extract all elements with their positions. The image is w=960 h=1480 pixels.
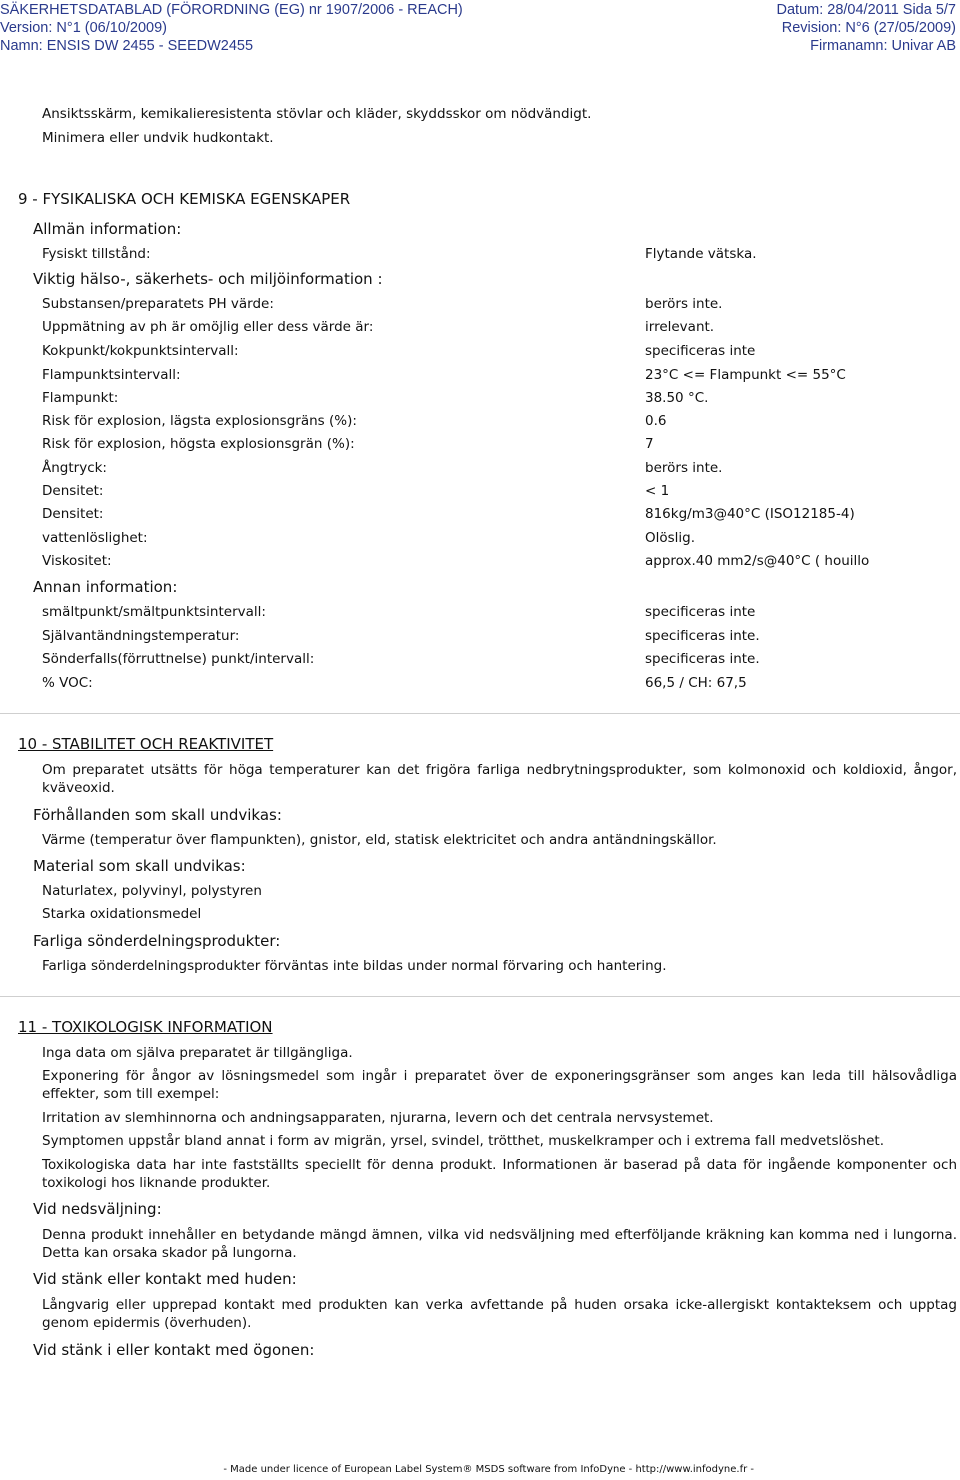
tox-paragraph-3: Irritation av slemhinnorna och andningsapparaten, njurarna, levern och det centrala nervsystemet. bbox=[42, 1110, 714, 1126]
property-value: 7 bbox=[645, 436, 654, 452]
property-value: 66,5 / CH: 67,5 bbox=[645, 675, 747, 691]
tox-paragraph-5: Toxikologiska data har inte fastställts speciellt för denna produkt. Informationen är baserad på data för ingående komponenter och toxikologi hos liknande produkter. bbox=[42, 1157, 957, 1191]
avoid-materials-title: Material som skall undvikas: bbox=[33, 857, 246, 875]
decomposition-text: Farliga sönderdelningsprodukter förväntas inte bildas under normal förvaring och hantering. bbox=[42, 958, 667, 974]
property-label: Kokpunkt/kokpunktsintervall: bbox=[42, 343, 239, 359]
property-value: approx.40 mm2/s@40°C ( houillo bbox=[645, 553, 870, 569]
decomposition-title: Farliga sönderdelningsprodukter: bbox=[33, 932, 281, 950]
physical-state-value: Flytande vätska. bbox=[645, 246, 757, 262]
property-value: 38.50 °C. bbox=[645, 390, 709, 406]
eye-contact-title: Vid stänk i eller kontakt med ögonen: bbox=[33, 1341, 315, 1359]
intro-line-1: Ansiktsskärm, kemikalieresistenta stövlar och kläder, skyddsskor om nödvändigt. bbox=[42, 106, 592, 122]
property-value: specificeras inte. bbox=[645, 628, 760, 644]
property-value: 0.6 bbox=[645, 413, 667, 429]
property-label: Risk för explosion, högsta explosionsgrän (%): bbox=[42, 436, 355, 452]
property-value: < 1 bbox=[645, 483, 670, 499]
ingestion-title: Vid nedsväljning: bbox=[33, 1200, 162, 1218]
property-value: specificeras inte. bbox=[645, 651, 760, 667]
property-label: Densitet: bbox=[42, 506, 104, 522]
property-label: Ångtryck: bbox=[42, 460, 107, 476]
section-divider bbox=[0, 713, 960, 714]
avoid-conditions-title: Förhållanden som skall undvikas: bbox=[33, 806, 282, 824]
document-title: SÄKERHETSDATABLAD (FÖRORDNING (EG) nr 1907/2006 - REACH) bbox=[0, 2, 463, 18]
intro-line-2: Minimera eller undvik hudkontakt. bbox=[42, 130, 274, 146]
property-value: irrelevant. bbox=[645, 319, 715, 335]
important-info-title: Viktig hälso-, säkerhets- och miljöinformation : bbox=[33, 270, 383, 288]
tox-paragraph-4: Symptomen uppstår bland annat i form av migrän, yrsel, svindel, trötthet, muskelkramper och i extrema fall medvetslöshet. bbox=[42, 1133, 884, 1149]
property-label: Flampunkt: bbox=[42, 390, 119, 406]
property-value: berörs inte. bbox=[645, 296, 723, 312]
general-info-title: Allmän information: bbox=[33, 220, 182, 238]
property-label: Uppmätning av ph är omöjlig eller dess värde är: bbox=[42, 319, 374, 335]
tox-paragraph-2: Exponering för ångor av lösningsmedel som ingår i preparatet över de exponeringsgränser som anges kan leda till hälsovådliga effekter, som till exempel: bbox=[42, 1068, 957, 1102]
property-label: Viskositet: bbox=[42, 553, 112, 569]
property-value: specificeras inte bbox=[645, 343, 756, 359]
revision: Revision: N°6 (27/05/2009) bbox=[781, 20, 956, 36]
tox-paragraph-1: Inga data om själva preparatet är tillgängliga. bbox=[42, 1045, 353, 1061]
physical-state-label: Fysiskt tillstånd: bbox=[42, 246, 151, 262]
property-label: Självantändningstemperatur: bbox=[42, 628, 240, 644]
section-10-title: 10 - STABILITET OCH REAKTIVITET bbox=[18, 735, 274, 753]
version: Version: N°1 (06/10/2009) bbox=[0, 20, 168, 36]
property-label: % VOC: bbox=[42, 675, 93, 691]
property-value: Olöslig. bbox=[645, 530, 696, 546]
avoid-conditions-text: Värme (temperatur över flampunkten), gnistor, eld, statisk elektricitet och andra antändningskällor. bbox=[42, 832, 717, 848]
other-info-title: Annan information: bbox=[33, 578, 178, 596]
section-divider bbox=[0, 996, 960, 997]
property-value: specificeras inte bbox=[645, 604, 756, 620]
ingestion-text: Denna produkt innehåller en betydande mängd ämnen, vilka vid nedsväljning med efterföljande kräkning kan komma ned i lungorna. Detta kan orsaka skador på lungorna. bbox=[42, 1227, 957, 1261]
property-label: smältpunkt/smältpunktsintervall: bbox=[42, 604, 266, 620]
section-9-title: 9 - FYSIKALISKA OCH KEMISKA EGENSKAPER bbox=[18, 190, 351, 208]
company-name: Firmanamn: Univar AB bbox=[810, 38, 956, 54]
property-value: 816kg/m3@40°C (ISO12185-4) bbox=[645, 506, 855, 522]
skin-contact-text: Långvarig eller upprepad kontakt med produkten kan verka avfettande på huden orsaka icke-allergiskt kontakteksem och upptag genom epidermis (överhuden). bbox=[42, 1297, 957, 1331]
section-10-paragraph: Om preparatet utsätts för höga temperaturer kan det frigöra farliga nedbrytningsprodukter, som kolmonoxid och koldioxid, ångor, kväveoxid. bbox=[42, 762, 957, 796]
avoid-materials-line-1: Naturlatex, polyvinyl, polystyren bbox=[42, 883, 262, 899]
property-label: Densitet: bbox=[42, 483, 104, 499]
property-label: Sönderfalls(förruttnelse) punkt/intervall: bbox=[42, 651, 315, 667]
skin-contact-title: Vid stänk eller kontakt med huden: bbox=[33, 1270, 297, 1288]
property-label: Substansen/preparatets PH värde: bbox=[42, 296, 274, 312]
property-value: berörs inte. bbox=[645, 460, 723, 476]
property-label: Flampunktsintervall: bbox=[42, 367, 181, 383]
property-label: Risk för explosion, lägsta explosionsgräns (%): bbox=[42, 413, 357, 429]
product-name: Namn: ENSIS DW 2455 - SEEDW2455 bbox=[0, 38, 254, 54]
avoid-materials-line-2: Starka oxidationsmedel bbox=[42, 906, 202, 922]
property-value: 23°C <= Flampunkt <= 55°C bbox=[645, 367, 846, 383]
date-page: Datum: 28/04/2011 Sida 5/7 bbox=[776, 2, 956, 18]
property-label: vattenlöslighet: bbox=[42, 530, 148, 546]
footer-licence: - Made under licence of European Label System® MSDS software from InfoDyne - http://www.infodyne.fr - bbox=[223, 1464, 754, 1475]
section-11-title: 11 - TOXIKOLOGISK INFORMATION bbox=[18, 1018, 273, 1036]
